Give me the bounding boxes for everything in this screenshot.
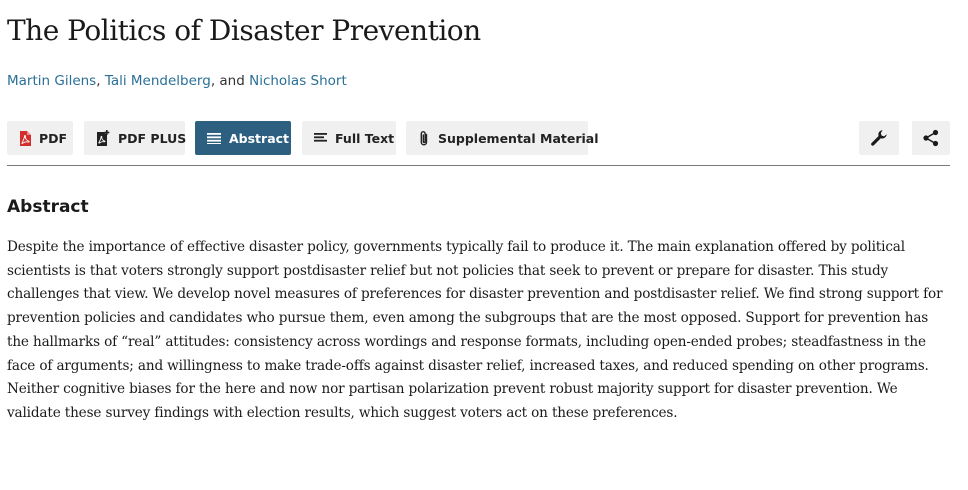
text-lines-icon xyxy=(314,130,327,146)
pdf-plus-button-label: PDF PLUS xyxy=(118,130,187,146)
supplemental-material-label: Supplemental Material xyxy=(438,130,599,146)
author-list xyxy=(7,73,347,89)
article-toolbar xyxy=(7,121,950,155)
toolbar-divider xyxy=(7,165,950,166)
share-button[interactable] xyxy=(912,121,950,155)
paperclip-icon xyxy=(418,130,430,146)
abstract-tab-button[interactable] xyxy=(195,121,291,155)
article-title: The Politics of Disaster Prevention xyxy=(7,14,481,47)
abstract-tab-label: Abstract xyxy=(229,130,290,146)
pdf-button-label: PDF xyxy=(39,130,68,146)
supplemental-material-button[interactable] xyxy=(406,121,599,155)
list-icon xyxy=(207,130,221,146)
author-link[interactable]: Nicholas Short xyxy=(249,73,347,89)
abstract-heading: Abstract xyxy=(7,197,89,217)
pdf-plus-button[interactable] xyxy=(84,121,185,155)
author-separator: , xyxy=(96,73,105,89)
pdf-button[interactable] xyxy=(7,121,73,155)
author-link[interactable]: Martin Gilens xyxy=(7,73,97,89)
share-icon xyxy=(922,129,940,147)
pdf-plus-icon xyxy=(96,130,110,146)
full-text-label: Full Text xyxy=(335,130,395,146)
full-text-button[interactable] xyxy=(302,121,396,155)
wrench-icon xyxy=(870,129,888,147)
pdf-icon xyxy=(19,130,31,146)
author-separator: , and xyxy=(210,73,250,89)
abstract-body: Despite the importance of effective disaster policy, governments typically fail to produce it. The main explanation offered by political scientists is that voters strongly support postdisaster relief but not policies that seek to prevent or prepare for disaster. This study challenges that view. We develop novel measures of preferences for disaster prevention and postdisaster relief. We find strong support for prevention policies and candidates who pursue them, even among the subgroups that are the most opposed. Support for prevention has the hallmarks of “real” attitudes: consistency across wordings and response formats, including open-ended probes; steadfastness in the face of arguments; and willingness to make trade-offs against disaster relief, increased taxes, and reduced spending on other programs. Neither cognitive biases for the here and now nor partisan polarization prevent robust majority support for disaster prevention. We validate these survey findings with election results, which suggest voters act on these preferences. xyxy=(7,239,943,421)
author-link[interactable]: Tali Mendelberg xyxy=(104,73,211,89)
tools-button[interactable] xyxy=(859,121,899,155)
